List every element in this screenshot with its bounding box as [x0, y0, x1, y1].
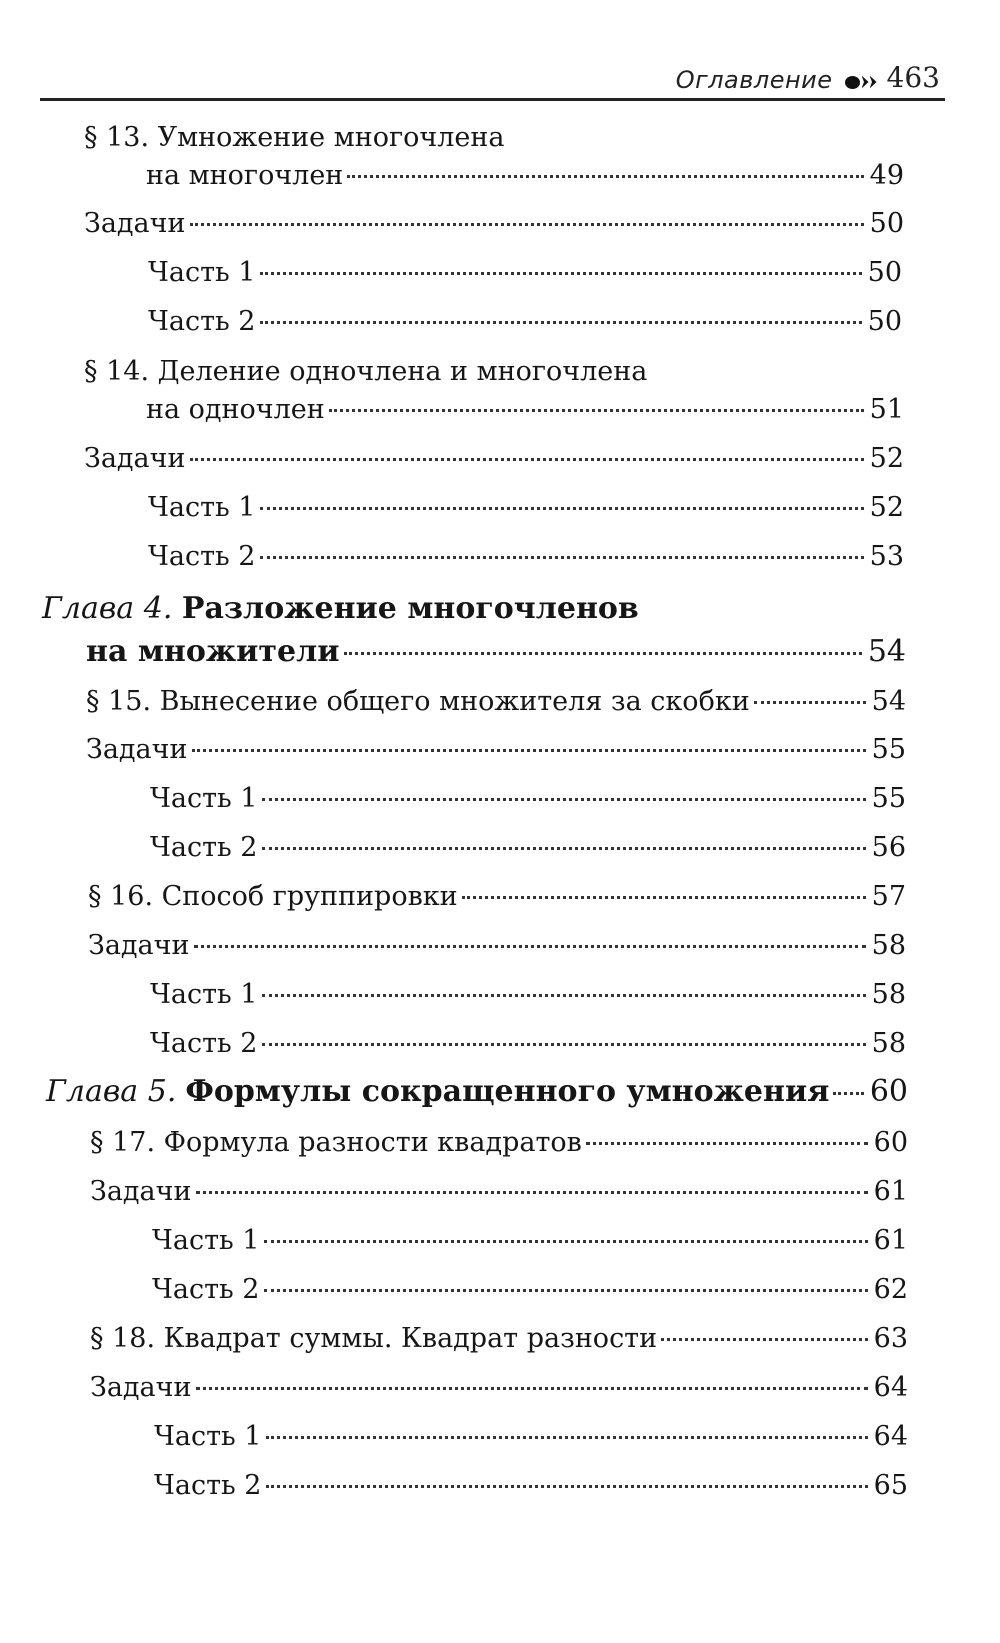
- chapter-title: Формулы сокращенного умножения: [185, 1074, 830, 1109]
- chapter-label: Глава 4.: [42, 591, 173, 626]
- page-number: 463: [886, 61, 940, 94]
- toc-chapter-4-heading: [42, 592, 639, 626]
- dot-leader: [661, 1338, 868, 1341]
- toc-page-number: 53: [869, 541, 904, 572]
- toc-page-number: 52: [869, 443, 904, 474]
- toc-page-number: 58: [871, 1028, 906, 1059]
- toc-entry-label: § 16. Способ группировки: [88, 881, 458, 912]
- dot-leader: [260, 272, 862, 275]
- toc-entry-label: Задачи: [84, 443, 186, 474]
- toc-page-number: 51: [869, 394, 904, 425]
- dot-leader: [262, 847, 866, 850]
- toc-section-13-part-2[interactable]: [148, 305, 902, 339]
- toc-page-number: 61: [873, 1176, 908, 1207]
- toc-page-number: 54: [867, 634, 906, 669]
- running-header-title: Оглавление: [675, 66, 833, 94]
- toc-page-number: 50: [869, 208, 904, 239]
- toc-page-number: 57: [871, 881, 906, 912]
- toc-entry-label: Часть 1: [150, 979, 258, 1010]
- toc-entry-label: Часть 2: [150, 832, 258, 863]
- toc-page-number: 54: [871, 686, 906, 717]
- toc-chapter-4[interactable]: [86, 635, 906, 669]
- toc-section-17[interactable]: [90, 1126, 908, 1160]
- dot-leader: [262, 798, 866, 801]
- toc-section-14[interactable]: [146, 393, 904, 427]
- dot-leader: [262, 994, 866, 997]
- toc-section-16-tasks[interactable]: [88, 929, 906, 963]
- toc-section-15-part-2[interactable]: [150, 831, 906, 865]
- dot-leader: [266, 1436, 868, 1439]
- toc-section-15-tasks[interactable]: [86, 733, 906, 767]
- dot-leader: [462, 896, 866, 899]
- toc-entry-label: Задачи: [88, 930, 190, 961]
- toc-entry-label: Часть 1: [152, 1225, 260, 1256]
- toc-entry-label: Часть 1: [150, 783, 258, 814]
- toc-entry-label: § 18. Квадрат суммы. Квадрат разности: [90, 1323, 658, 1354]
- toc-page-number: 61: [873, 1225, 908, 1256]
- dot-leader: [260, 321, 862, 324]
- toc-section-13-part-1[interactable]: [148, 256, 902, 290]
- dot-leader: [329, 409, 864, 412]
- toc-entry-label: § 17. Формула разности квадратов: [90, 1127, 582, 1158]
- toc-section-14-tasks[interactable]: [84, 442, 904, 476]
- toc-page-number: 52: [869, 492, 904, 523]
- dot-leader: [190, 223, 864, 226]
- toc-section-13-title-cont: на многочлен: [146, 160, 344, 191]
- toc-section-17-tasks[interactable]: [90, 1175, 908, 1209]
- toc-page-number: 55: [871, 734, 906, 765]
- toc-section-18-part-1[interactable]: [154, 1420, 908, 1454]
- toc-section-17-part-2[interactable]: [152, 1273, 908, 1307]
- toc-section-13-title: § 13. Умножение многочлена: [84, 122, 505, 153]
- toc-page-number: 56: [871, 832, 906, 863]
- toc-page-number: 58: [871, 930, 906, 961]
- dot-leader: [196, 1387, 868, 1390]
- toc-section-15[interactable]: [86, 685, 906, 719]
- toc-entry-label: Задачи: [86, 734, 188, 765]
- toc-page-number: 60: [869, 1074, 908, 1109]
- dot-leader: [344, 652, 862, 655]
- dot-leader: [586, 1142, 868, 1145]
- toc-section-13-tasks[interactable]: [84, 207, 904, 241]
- toc-entry-label: Часть 1: [148, 492, 256, 523]
- toc-chapter-5[interactable]: [46, 1075, 908, 1109]
- dot-leader: [347, 175, 863, 178]
- toc-page-number: 62: [873, 1274, 908, 1305]
- toc-section-16[interactable]: [88, 880, 906, 914]
- toc-page-number: 60: [873, 1127, 908, 1158]
- toc-entry-label: Часть 1: [148, 257, 256, 288]
- chapter-title-cont: на множители: [86, 634, 340, 669]
- dot-leader: [192, 749, 866, 752]
- toc-entry-label: Часть 2: [150, 1028, 258, 1059]
- toc-entry-label: Часть 2: [148, 306, 256, 337]
- dot-leader: [264, 1240, 868, 1243]
- dot-leader: [196, 1191, 868, 1194]
- toc-section-14-part-1[interactable]: [148, 491, 904, 525]
- toc-page-number: 64: [873, 1421, 908, 1452]
- chapter-label: Глава 5.: [46, 1074, 177, 1109]
- toc-section-14-part-2[interactable]: [148, 540, 904, 574]
- dot-leader: [190, 458, 864, 461]
- toc-section-16-part-2[interactable]: [150, 1027, 906, 1061]
- toc-section-14-title-cont: на одночлен: [146, 394, 325, 425]
- dot-leader: [833, 1092, 863, 1095]
- toc-section-13[interactable]: [146, 159, 904, 193]
- toc-entry-label: Часть 2: [152, 1274, 260, 1305]
- toc-page-number: 50: [867, 257, 902, 288]
- toc-entry-label: § 15. Вынесение общего множителя за скобки: [86, 686, 750, 717]
- toc-page-number: 50: [867, 306, 902, 337]
- toc-entry-label: Задачи: [90, 1372, 192, 1403]
- toc-entry-label: Часть 2: [154, 1470, 262, 1501]
- toc-section-15-part-1[interactable]: [150, 782, 906, 816]
- dot-leader: [262, 1043, 866, 1046]
- toc-page-number: 55: [871, 783, 906, 814]
- toc-section-18-tasks[interactable]: [90, 1371, 908, 1405]
- toc-page-number: 64: [873, 1372, 908, 1403]
- toc-page-number: 65: [873, 1470, 908, 1501]
- dot-leader: [194, 945, 866, 948]
- toc-page-number: 58: [871, 979, 906, 1010]
- toc-section-14-title: § 14. Деление одночлена и многочлена: [84, 356, 648, 387]
- toc-entry-label: Часть 2: [148, 541, 256, 572]
- dot-leader: [266, 1485, 868, 1488]
- toc-page-number: 49: [869, 160, 904, 191]
- dot-leader: [754, 701, 866, 704]
- toc-entry-label: Задачи: [84, 208, 186, 239]
- toc-section-17-part-1[interactable]: [152, 1224, 908, 1258]
- toc-entry-label: Задачи: [90, 1176, 192, 1207]
- toc-section-18[interactable]: [90, 1322, 908, 1356]
- toc-entry-label: Часть 1: [154, 1421, 262, 1452]
- toc-section-16-part-1[interactable]: [150, 978, 906, 1012]
- toc-section-18-part-2[interactable]: [154, 1469, 908, 1503]
- dot-leader: [264, 1289, 868, 1292]
- dot-leader: [260, 507, 864, 510]
- dot-leader: [260, 556, 864, 559]
- toc-page-number: 63: [873, 1323, 908, 1354]
- chapter-title: Разложение многочленов: [181, 591, 639, 626]
